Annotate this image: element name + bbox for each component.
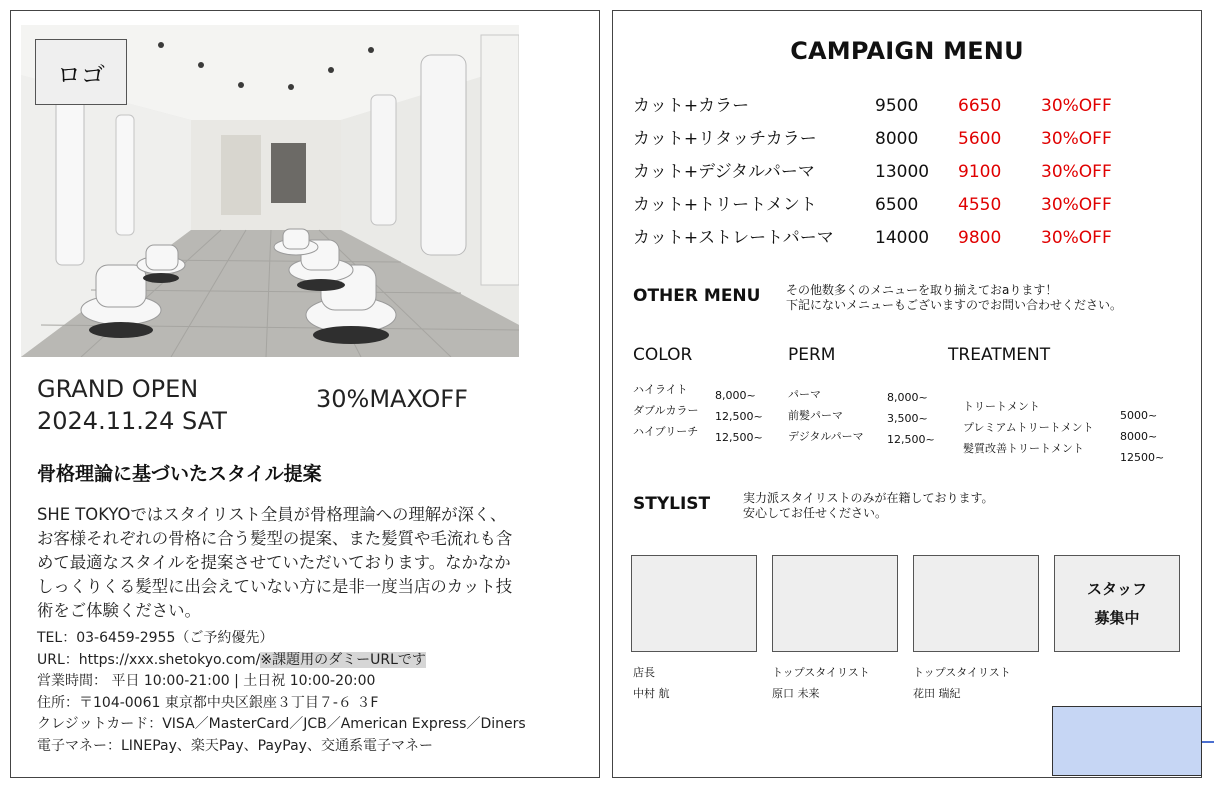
- treatment-item-list: [963, 396, 1094, 459]
- color-item-list: [633, 379, 699, 442]
- staff-role: 店長: [633, 666, 655, 679]
- recruit-line: 募集中: [1094, 608, 1140, 627]
- color-price-list: [715, 385, 763, 448]
- shop-info: [37, 628, 592, 757]
- campaign-item-name: カット+デジタルパーマ: [633, 162, 815, 182]
- staff-caption: [772, 662, 870, 704]
- selection-box[interactable]: [1052, 706, 1202, 776]
- body-line: お客様それぞれの骨格に合う髪型の提案、また髪質や毛流れも含: [37, 529, 513, 548]
- campaign-item-name: カット+ストレートパーマ: [633, 228, 834, 248]
- address-line: 住所：〒104-0061 東京都中央区銀座３丁目７-６ ３F: [37, 694, 379, 711]
- logo-placeholder: [35, 39, 127, 105]
- campaign-row: [633, 156, 1193, 189]
- max-off-badge: 30%MAXOFF: [316, 385, 468, 413]
- campaign-item-off: 30%OFF: [1041, 96, 1112, 116]
- campaign-item-off: 30%OFF: [1041, 162, 1112, 182]
- staff-photo-placeholder: [772, 555, 898, 652]
- menu-item: デジタルパーマ: [788, 430, 864, 443]
- menu-item: ハイライト: [633, 383, 688, 396]
- emoney-line: 電子マネー：LINEPay、楽天Pay、PayPay、交通系電子マネー: [37, 737, 433, 754]
- campaign-item-off: 30%OFF: [1041, 129, 1112, 149]
- credit-line: クレジットカード：VISA／MasterCard／JCB／American Express／Diners: [37, 716, 526, 732]
- campaign-item-price: 9500: [875, 96, 919, 116]
- campaign-item-name: カット+リタッチカラー: [633, 129, 817, 149]
- campaign-item-sale: 9100: [958, 162, 1002, 182]
- grand-open-text: GRAND OPEN: [37, 375, 199, 403]
- treatment-price-list: [1120, 405, 1164, 468]
- treatment-category-title: TREATMENT: [948, 345, 1051, 365]
- menu-item: ハイブリーチ: [633, 425, 699, 438]
- menu-price: 5000~: [1120, 409, 1158, 422]
- body-line: SHE TOKYOではスタイリスト全員が骨格理論への理解が深く、: [37, 505, 507, 524]
- staff-photo-placeholder: [631, 555, 757, 652]
- campaign-row: [633, 189, 1193, 222]
- menu-price: 12,500~: [715, 431, 763, 444]
- campaign-item-sale: 6650: [958, 96, 1002, 116]
- staff-name: 花田 瑞紀: [913, 687, 961, 700]
- staff-role: トップスタイリスト: [772, 666, 870, 679]
- campaign-item-price: 13000: [875, 162, 930, 182]
- menu-item: 前髪パーマ: [788, 409, 843, 422]
- concept-title: 骨格理論に基づいたスタイル提案: [37, 463, 322, 485]
- campaign-item-price: 8000: [875, 129, 919, 149]
- menu-price: 12,500~: [715, 410, 763, 423]
- campaign-item-price: 14000: [875, 228, 930, 248]
- campaign-item-off: 30%OFF: [1041, 195, 1112, 215]
- campaign-item-sale: 4550: [958, 195, 1002, 215]
- flyer-menu-panel: [612, 10, 1202, 778]
- campaign-row: [633, 90, 1193, 123]
- grand-open-heading: [37, 373, 227, 437]
- body-line: 術をご体験ください。: [37, 601, 201, 620]
- menu-price: 3,500~: [887, 412, 928, 425]
- campaign-item-name: カット+トリートメント: [633, 195, 817, 215]
- flyer-front-panel: [10, 10, 600, 778]
- open-date: 2024.11.24 SAT: [37, 407, 227, 435]
- menu-item: トリートメント: [963, 400, 1040, 413]
- staff-role: トップスタイリスト: [913, 666, 1011, 679]
- hours-line: 営業時間： 平日 10:00-21:00 | 土日祝 10:00-20:00: [37, 673, 376, 689]
- campaign-title: CAMPAIGN MENU: [790, 37, 1024, 65]
- note-line: 実力派スタイリストのみが在籍しております。: [743, 491, 994, 505]
- menu-item: ダブルカラー: [633, 404, 699, 417]
- recruit-box[interactable]: [1054, 555, 1180, 652]
- campaign-item-price: 6500: [875, 195, 919, 215]
- stylist-note: [743, 491, 994, 521]
- menu-item: パーマ: [788, 388, 821, 401]
- campaign-row: [633, 123, 1193, 156]
- staff-caption: [633, 662, 670, 704]
- color-category-title: COLOR: [633, 345, 693, 365]
- perm-price-list: [887, 387, 935, 450]
- url-note: ※課題用のダミーURLです: [260, 651, 426, 668]
- campaign-row: [633, 222, 1193, 255]
- menu-price: 8,000~: [715, 389, 756, 402]
- menu-item: 髪質改善トリートメント: [963, 442, 1084, 455]
- perm-item-list: [788, 384, 864, 447]
- staff-name: 中村 航: [633, 687, 670, 700]
- recruit-line: スタッフ: [1086, 579, 1147, 598]
- stylist-title: STYLIST: [633, 494, 711, 514]
- menu-price: 12500~: [1120, 451, 1165, 464]
- staff-photo-placeholder: [913, 555, 1039, 652]
- campaign-item-off: 30%OFF: [1041, 228, 1112, 248]
- note-line: 安心してお任せください。: [743, 506, 888, 520]
- url-link[interactable]: URL：https://xxx.shetokyo.com/: [37, 651, 261, 668]
- other-menu-note: [786, 283, 1122, 313]
- staff-name: 原口 未来: [772, 687, 820, 700]
- note-line: 下記にないメニューもございますのでお問い合わせください。: [786, 298, 1123, 312]
- body-line: しっくりくる髪型に出会えていない方に是非一度当店のカット技: [37, 577, 513, 596]
- menu-price: 8,000~: [887, 391, 928, 404]
- menu-price: 8000~: [1120, 430, 1158, 443]
- campaign-item-sale: 9800: [958, 228, 1002, 248]
- campaign-item-name: カット+カラー: [633, 96, 750, 116]
- body-line: めて最適なスタイルを提案させていただいております。なかなか: [37, 553, 511, 572]
- tel-line: TEL：03-6459-2955（ご予約優先）: [37, 630, 274, 646]
- logo-label: ロゴ: [57, 60, 105, 89]
- perm-category-title: PERM: [788, 345, 836, 365]
- concept-body: [37, 503, 577, 623]
- note-line: その他数多くのメニューを取り揃えておaります！: [786, 283, 1058, 297]
- url-line: [37, 650, 592, 672]
- staff-caption: [913, 662, 1011, 704]
- campaign-item-sale: 5600: [958, 129, 1002, 149]
- menu-item: プレミアムトリートメント: [963, 421, 1094, 434]
- selection-handle[interactable]: [1202, 741, 1214, 743]
- other-menu-title: OTHER MENU: [633, 286, 761, 306]
- menu-price: 12,500~: [887, 433, 935, 446]
